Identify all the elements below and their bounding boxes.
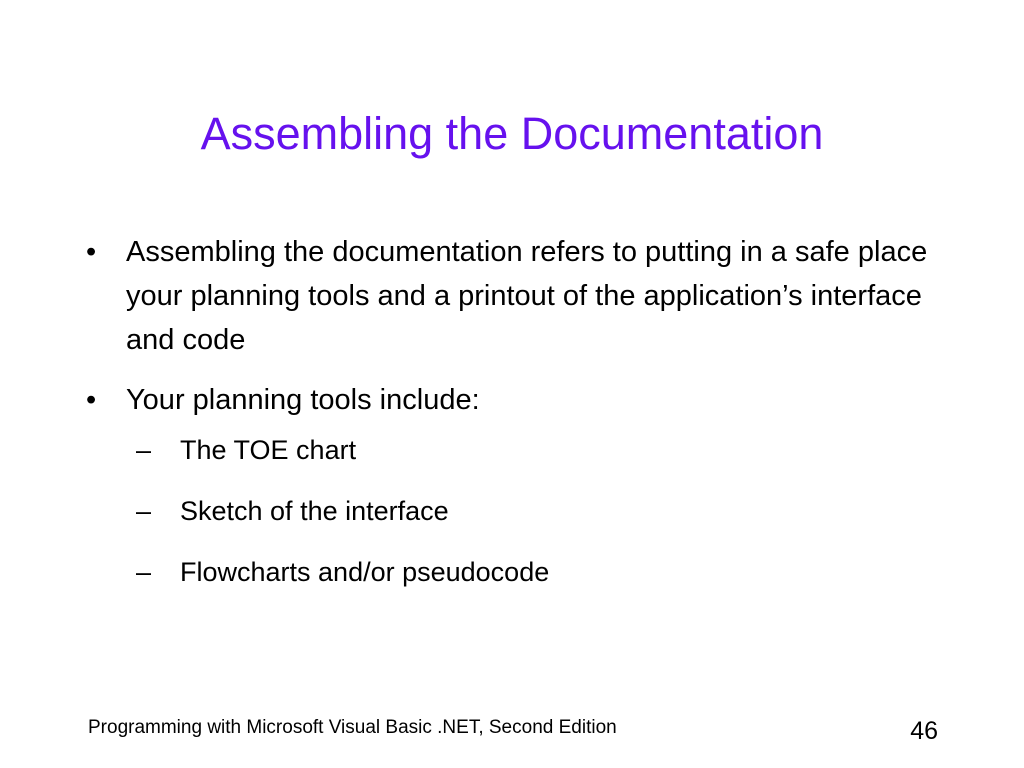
bullet-text: Your planning tools include: [126, 384, 480, 416]
sub-bullet-item [136, 491, 954, 531]
bullet-text: Assembling the documentation refers to putting in a safe place your planning tools and a printout of the application’s interface and code [126, 236, 928, 356]
bullet-marker: • [86, 236, 97, 268]
page-number: 46 [910, 717, 938, 745]
sub-bullet-text: The TOE chart [180, 435, 357, 465]
bullet-item [84, 378, 954, 592]
bullet-item [84, 230, 954, 362]
bullet-list [84, 230, 954, 613]
sub-bullet-item [136, 552, 954, 592]
sub-bullet-text: Flowcharts and/or pseudocode [180, 557, 550, 587]
dash-marker: – [136, 557, 152, 587]
slide-title: Assembling the Documentation [200, 108, 824, 159]
bullet-marker: • [86, 384, 97, 416]
footer-text: Programming with Microsoft Visual Basic .NET, Second Edition [88, 717, 617, 738]
sub-bullet-text: Sketch of the interface [180, 496, 449, 526]
dash-marker: – [136, 435, 152, 465]
sub-bullet-item [136, 430, 954, 470]
dash-marker: – [136, 496, 152, 526]
sub-bullet-list [126, 430, 954, 592]
